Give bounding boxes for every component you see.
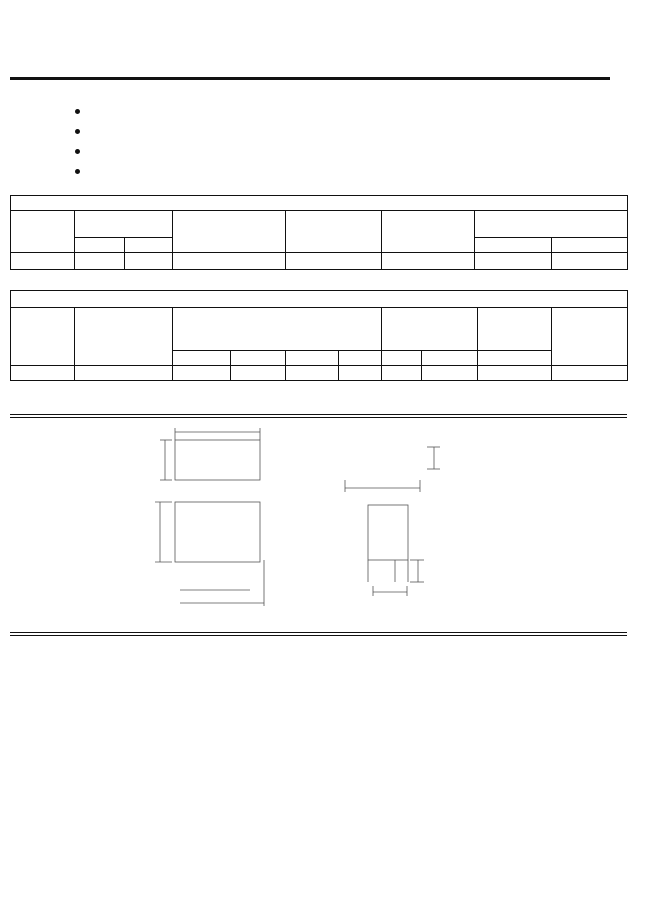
table1-part — [11, 253, 75, 270]
table2-return-header — [173, 308, 382, 351]
electrical-spec-table-2 — [10, 290, 628, 381]
table2-cmrr-band — [422, 351, 478, 366]
table1-rx-header — [125, 238, 173, 253]
dimension-rule — [10, 414, 627, 418]
table1-secondary-header — [552, 238, 628, 253]
table2-cmrr-band — [382, 351, 422, 366]
table2-isolation-header — [552, 308, 628, 366]
table2-insertion-header — [75, 308, 173, 366]
table2-caption — [11, 291, 628, 308]
table2-return-band — [339, 351, 382, 366]
table2-cmrr-header — [382, 308, 478, 351]
table2-return-value — [173, 366, 231, 381]
schematic-rule — [10, 632, 627, 636]
table2-insertion — [75, 366, 173, 381]
feature-item — [75, 104, 89, 124]
table1-tx-header — [75, 238, 125, 253]
table2-return-band — [286, 351, 339, 366]
table1-tx — [75, 253, 125, 270]
table1-leakage-header — [286, 211, 382, 253]
table1-part-no-header — [11, 211, 75, 253]
table2-return-value — [339, 366, 382, 381]
feature-item — [75, 164, 89, 184]
table2-crosstalk-value — [478, 366, 552, 381]
feature-item — [75, 124, 89, 144]
schematic-diagram — [0, 640, 650, 901]
electrical-spec-table-1 — [10, 195, 628, 270]
table2-return-value — [231, 366, 286, 381]
table1-ocl — [173, 253, 286, 270]
table2-isolation-value — [552, 366, 628, 381]
table1-cww — [382, 253, 475, 270]
table2-part — [11, 366, 75, 381]
table1-primary-header — [475, 238, 552, 253]
table2-cmrr-value — [382, 366, 422, 381]
feature-item — [75, 144, 89, 164]
table2-return-value — [286, 366, 339, 381]
table1-leakage — [286, 253, 382, 270]
table1-caption — [11, 196, 628, 211]
table2-cmrr-value — [422, 366, 478, 381]
dimension-drawing — [0, 420, 650, 620]
table2-crosstalk-band — [478, 351, 552, 366]
table1-rx — [125, 253, 173, 270]
table1-dcr-secondary — [552, 253, 628, 270]
table1-ocl-header — [173, 211, 286, 253]
table1-turn-ratio-header — [75, 211, 173, 238]
table2-crosstalk-header — [478, 308, 552, 351]
features-list — [75, 104, 89, 184]
table1-cww-header — [382, 211, 475, 253]
table2-return-band — [173, 351, 231, 366]
table2-return-band — [231, 351, 286, 366]
table2-part-no-header — [11, 308, 75, 366]
table1-dcr-header — [475, 211, 628, 238]
header-rule — [10, 77, 610, 80]
table1-dcr-primary — [475, 253, 552, 270]
